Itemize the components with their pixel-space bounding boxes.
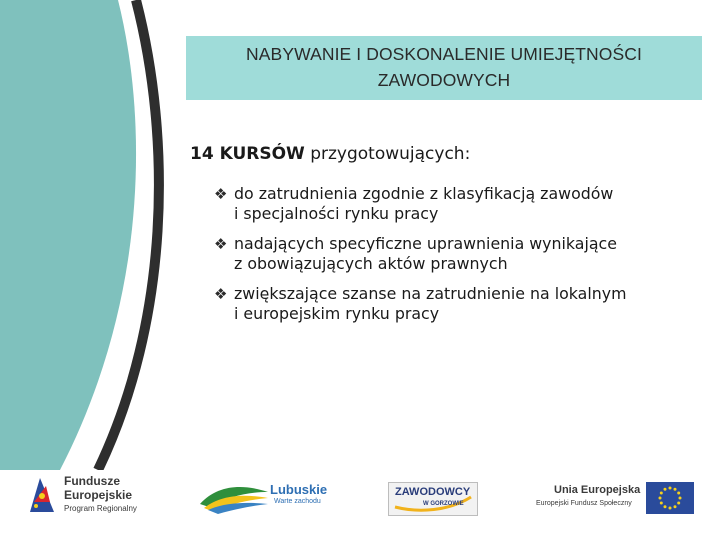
list-item (214, 284, 694, 324)
decorative-arcs (0, 0, 200, 470)
title-line-2: ZAWODOWYCH (377, 70, 511, 90)
fe-line-3: Program Regionalny (64, 504, 137, 513)
fundusze-europejskie-logo-icon (26, 472, 58, 514)
eu-flag-icon (646, 482, 694, 514)
title-box (186, 36, 702, 100)
ue-line-1: Unia Europejska (554, 484, 641, 496)
bullet-line-2: z obowiązujących aktów prawnych (234, 254, 508, 273)
list-item (214, 184, 694, 224)
bullet-list (214, 184, 694, 334)
zawodowcy-line-2: W GORZOWIE (423, 501, 464, 507)
bullet-line-1: zwiększające szanse na zatrudnienie na lokalnym (234, 284, 627, 303)
lubuskie-logo-icon (198, 478, 270, 514)
zawodowcy-line-1: ZAWODOWCY (395, 486, 471, 498)
title-line-1: NABYWANIE I DOSKONALENIE UMIEJĘTNOŚCI (246, 44, 642, 64)
zawodowcy-logo (388, 482, 478, 516)
bullet-line-2: i europejskim rynku pracy (234, 304, 440, 323)
diamond-bullet-icon: ❖ (214, 285, 228, 303)
teal-arc (0, 0, 136, 470)
fe-line-1: Fundusze (64, 474, 120, 488)
diamond-bullet-icon: ❖ (214, 185, 228, 203)
intro-bold: 14 KURSÓW (190, 144, 305, 164)
bullet-line-1: nadających specyficzne uprawnienia wynikające (234, 234, 617, 253)
list-item (214, 234, 694, 274)
intro-rest: przygotowujących: (304, 144, 471, 164)
lubuskie-tagline: Warte zachodu (274, 498, 321, 505)
footer-logos (0, 460, 720, 540)
fe-line-2: Europejskie (64, 488, 133, 502)
ue-line-2: Europejski Fundusz Społeczny (536, 500, 632, 507)
bullet-line-2: i specjalności rynku pracy (234, 204, 439, 223)
intro-text (190, 144, 470, 164)
lubuskie-name: Lubuskie (270, 482, 328, 497)
diamond-bullet-icon: ❖ (214, 235, 228, 253)
bullet-line-1: do zatrudnienia zgodnie z klasyfikacją zawodów (234, 184, 614, 203)
